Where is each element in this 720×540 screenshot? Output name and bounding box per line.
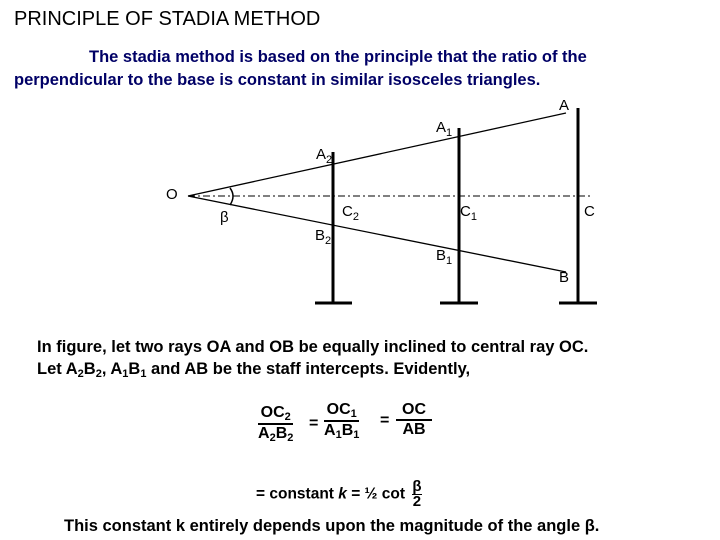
fraction-3-denominator: AB (402, 421, 426, 438)
label-beta: β (220, 209, 229, 226)
fraction-OC-AB (396, 401, 432, 439)
label-A2: $A_2$ (316, 146, 333, 166)
label-B: B (559, 269, 570, 286)
ray-OB (188, 196, 566, 272)
label-A: A (559, 97, 570, 114)
fraction-2-denominator: $A_1B_1$ (324, 422, 360, 441)
fraction-1-denominator: $A_2B_2$ (258, 425, 294, 444)
constant-equation: = constant k = ½ cot $\frac{\beta}{2}$ (256, 478, 422, 510)
fraction-2-numerator: $OC_1$ (324, 401, 359, 422)
fraction-OC2-A2B2 (258, 404, 293, 444)
intro-line-2: perpendicular to the base is constant in similar isosceles triangles. (14, 71, 541, 89)
label-B1: $B_1$ (436, 247, 453, 267)
intro-line-1: The stadia method is based on the principle that the ratio of the (89, 48, 587, 66)
label-B2: $B_2$ (315, 227, 332, 247)
equals-sign-1: = (309, 415, 319, 432)
label-C2: $C_2$ (342, 203, 359, 223)
conclusion-text: This constant k entirely depends upon the magnitude of the angle β. (64, 517, 600, 535)
fraction-1-numerator: $OC_2$ (258, 404, 293, 425)
angle-arc (230, 188, 233, 205)
beta-over-two-fraction: $\frac{\beta}{2}$ (412, 478, 422, 510)
equals-sign-2: = (380, 412, 390, 429)
label-A1: $A_1$ (436, 119, 453, 139)
label-C: C (584, 203, 595, 220)
fraction-3-numerator: OC (396, 401, 432, 421)
explanation-paragraph (37, 336, 697, 385)
explanation-line-2: Let $A_2B_2$, $A_1B_1$ and AB be the staff intercepts. Evidently, (37, 360, 471, 380)
label-C1: $C_1$ (460, 203, 477, 223)
page-title: PRINCIPLE OF STADIA METHOD (14, 8, 321, 30)
label-O: O (166, 186, 178, 203)
fraction-OC1-A1B1 (324, 401, 359, 441)
explanation-line-1: In figure, let two rays OA and OB be equally inclined to central ray OC. (37, 338, 589, 356)
ray-OA (188, 113, 566, 196)
